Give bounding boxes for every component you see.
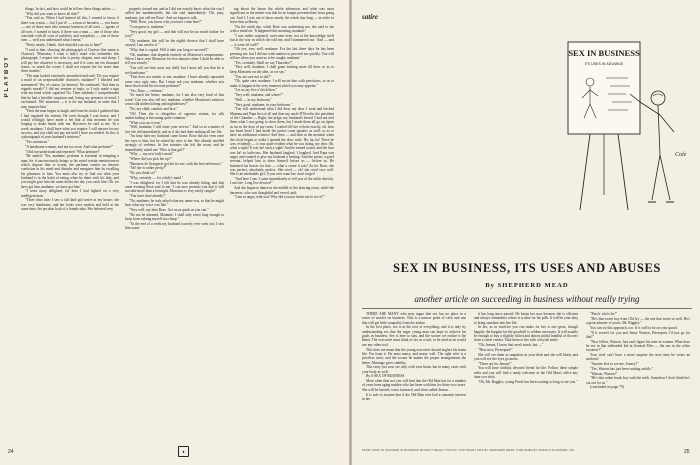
right-col3-paragraph: "Nice fellow, Watson. Just can't figure his taste in women. What does he see in that redheaded kid in General Files — the one in the white sweaters?": [586, 339, 690, 353]
left-col2-paragraph: "Oh! Then she is altogether of superior station, for silk underclothing is becoming quite common.": [125, 111, 224, 120]
right-col3-paragraph: "Anyone else to see me, Jonesy?": [590, 362, 639, 367]
left-col3-paragraph: "I am so angry with you! Why did you not invite me to see it?": [234, 195, 325, 200]
left-col2-paragraph: "Oh, madame, that depends entirely on Monsieur's temperament. When I have seen Monsieur for five minutes alone I shall be able to tell you exactly.": [125, 52, 224, 66]
left-col2-paragraph: "Very well, my dear Rose. Get on as quick as you can.": [129, 207, 209, 212]
sign-subtitle: ITS USES IN ADVANCE: [584, 62, 624, 66]
right-col3-paragraph: Your rival can't have a more surprise the next time he wears an uniform!: [586, 353, 690, 362]
left-col3-paragraph: "Well — in my bedroom.": [234, 97, 272, 102]
left-col3-paragraph: "You will understand what I did then, my dear. I went and fetched Mamma and Papa first of all and then my uncle D'Orvelin, the president of the Chamber — Right, the judge, my husband's friend. I had not told them what I was going to show them, but I made them all go on tiptoe as far as the door of my room. I waited till five o'clock exactly, oh, how my heart beat! I had made the porter come upstairs as well, so as to have an additional witness! And then — and then at the moment when the clock began to strike I opened the door wide. Ha, ha, ha! There he was, evidently — it was quite evident what he was doing, my dear. Oh, what a sight! It was ha! such a sight! And he turned round, and the face was ha! so ludicrous. Her husband laughed. I laughed. And Papa was angry and wanted to give my husband a beating. And the porter, a good servant, helped him to dress himself before us — before us. He buttoned his braces for him — what a scene it was! As for Rose, she was perfect, absolutely perfect. She cried — oh! she cried very well. She is an invaluable girl. If you ever want her, don't forget!: [230, 107, 334, 177]
left-col2-paragraph: "That does not matter to me, madame. I have already separated some very ugly ones. But I must ask you, madame, whether you have discovered his favorite perfume?": [125, 75, 224, 88]
right-column-1: [362, 312, 466, 444]
left-col2-paragraph: properly toward me, and as I did not exactly know what she was I called her mademoiselle, but she said immediately: 'Oh, pray, madame, just call me Rose.' And we began to talk.: [125, 7, 224, 20]
left-col2-paragraph: "At the end of a week my husband scarcely ever went out; I saw him roam-: [125, 221, 224, 231]
cartoon-illustration: [470, 20, 695, 215]
right-col3-paragraph: (concluded on page 79): [590, 385, 624, 390]
left-col3-paragraph: "Very well, madame, and where?": [234, 93, 284, 98]
right-col1-paragraph: In the first place, sex is at the root of everything, and it is only by understanding sex that the eager young man can hope to achieve his goals in business. Sex is here to stay, and the sooner we realize it the better. The executive must think of sex as a tool, to be used as he would use any other tool.: [362, 325, 466, 347]
left-col2-paragraph: "Why, certainly — for a lady's maid.": [129, 175, 184, 180]
left-col2-paragraph: "Do not be alarmed, Madame; I shall only resist long enough to keep from valuing myself too cheap.": [125, 212, 224, 221]
right-col3-paragraph: "He's that sweet boy from Old Ivy — the one that wrote so well. He's a great admirer of yours, Mr. Biggley.": [586, 316, 690, 326]
right-column-2: [474, 312, 578, 444]
sign-board: [568, 42, 640, 210]
left-col3-paragraph: "Yes, certainly. Shall we say Thursday?": [234, 60, 293, 65]
right-col1-paragraph: THERE ARE MANY who may argue that sex has no place in a series of articles on business. This is a narrow point of view and one that will get little sympathy from the author.: [362, 312, 466, 325]
left-col1-paragraph: "I went away delighted, for here I had lighted on a very intelligent man.: [21, 189, 119, 198]
left-col1-paragraph: "Three days later I saw a tall dark girl arrive at my house; she was very handsome, and her looks were modest and bold at the same time, the peculiar look of a female rake. She behaved very: [21, 198, 119, 212]
left-col2-paragraph: "No, madame; he only asked what my name was, so that he might hear what my voice was like.": [125, 198, 224, 208]
right-col2-paragraph: You will have faithful, devoted friend for life. Follow these simple rules and you will find a ready welcome in the Old Man's office any time you wish.: [474, 366, 578, 380]
right-col3-paragraph: "Yes, Watson has just been waiting awhile.": [590, 366, 654, 371]
left-col2-paragraph: "Oh, madame, this will be the eighth divorce that I shall have caused; I am used to it.": [125, 38, 224, 48]
left-col2-paragraph: "Ah! she is rather pretty!": [129, 166, 167, 171]
right-col1-paragraph: It is safe to assume that if the Old Man ever had a romantic interest in her: [362, 392, 466, 401]
left-col1-paragraph: "I said to him, showing the photograph of Clarisse (her name is Clarisse): 'Monsieur, I want a lady's maid who resembles this photograph. I require one who is pretty, elegant, neat and sharp. I will pay her whatever is necessary, and if it costs me ten thousand francs, so much the worse. I shall not require her for more than three months.': [21, 47, 119, 74]
article-byline: By SHEPHERD MEAD: [485, 282, 569, 289]
left-col1-paragraph: "You said so. When I had learned all this, I wanted to know if there was a man — but I put it! — a man of business — you know — one of those men who transact business of all sorts — agents of all sorts. I wanted to know if there was a man — one of those who conclude with all sorts of publicity and complicity — one of those men — well you understand what I mean.": [21, 16, 119, 43]
rabbit-logo-icon: ♦: [178, 446, 189, 457]
left-col3-paragraph: And she began to dance in the middle of the drawing room, while the baroness, who was thoughtful and vexed, said:: [230, 186, 334, 195]
right-col2-paragraph: "These are for Jenson!": [478, 361, 512, 366]
section-label: satire: [362, 13, 378, 21]
left-col2-paragraph: "You will see him soon, my child, but I must tell you that he is not handsome.": [125, 66, 224, 75]
right-col1-paragraph: By A SEX OF BUSINESS: [366, 374, 405, 379]
left-col2-paragraph: "An hour later my husband came home. Rose did not even raise her eyes to him, but he raised his eyes to her. She already smelled strongly of verbena. In five minutes she left the room, and he immediately asked me: 'Who is that girl?': [125, 134, 224, 152]
left-col2-paragraph: "Well, Rose, you know why you have come here?": [129, 20, 203, 25]
right-col1-paragraph: This does not mean that the young executive should neglect his home life. Far from it. He must marry, and marry well. The right wife is a priceless asset, and the sooner he makes the proper arrangements the better. Marriage gives stability.: [362, 347, 466, 365]
left-col2-paragraph: "Why, that is capital. Will it take you long to succeed?": [129, 48, 209, 53]
left-col2-paragraph: "Baroness de Grangerie got her for me, with the best references.": [129, 161, 223, 166]
right-col2-paragraph: it has long since passed. He keeps her now because she is efficient and always remembers where it is time for his pills. It will be your duty to bring sunshine into her life.: [474, 312, 578, 325]
left-col3-paragraph: "Very well, madame, I shall grant nothing more till then, so as to keep Monsieur on the alert, as we say.": [230, 65, 334, 74]
right-col3-paragraph: "Finch, who's he?": [590, 312, 618, 316]
right-col1-paragraph: This story you now see only with your brain, but in many cases with your body as well.: [362, 365, 466, 374]
left-col1-paragraph: "I did not understand and repeated: 'What perfume?': [25, 149, 100, 154]
right-col2-paragraph: "How nice, Pierrepont!": [478, 347, 513, 352]
right-col2-paragraph: In her, as in sacrifice you can make for her is one great, though happily the bargain for the goodwill is seldom necessary. It will usually be enough to buy a slightly wilted and almost pitiful handful of flowers from a street vendor. Take them to her with a boyish smile.: [474, 325, 578, 343]
left-col1-paragraph: "Pretty nearly, I think. And what did you say to him?": [25, 42, 103, 47]
left-col2-paragraph: "Why — my new lady's maid.": [129, 152, 174, 157]
right-col3-paragraph: "He's that rather brash boy with the teeth. Somehow I don't think he's cut out for us.": [586, 376, 690, 385]
cartoon-signature: Cole: [675, 152, 687, 158]
left-col1-paragraph: "Why did you want to know all that?": [25, 11, 80, 16]
left-col2-paragraph: "So much the better, madame, for I am also very fond of that scent! Can you also tell me, madame, whether Monsieur's mistress wears silk underclothing and nightdresses?": [125, 93, 224, 107]
article-dek: another article on succeeding in business without really trying: [414, 294, 640, 304]
left-column-2: [125, 7, 224, 440]
left-col3-paragraph: "Oh, quite sure, madame. I will excite him with precisions, so as to make it happen at the very moment which you may appoint.": [230, 79, 334, 88]
column-rule: [362, 308, 692, 309]
right-column-3: [586, 312, 690, 444]
article-headline: SEX IN BUSINESS, ITS USES AND ABUSES: [393, 261, 661, 275]
left-col2-paragraph: "Do you think so?": [129, 171, 157, 176]
left-col3-paragraph: "You are sure not to fail?": [234, 74, 272, 79]
right-col2-paragraph: "Oh, Jensen, I know that aren't much, but —": [478, 343, 544, 348]
left-column-1: [21, 7, 119, 440]
vertical-masthead: PLAYBOY: [4, 55, 10, 98]
left-col2-paragraph: "Very good, my girl — and that will not be too much bother for you?": [125, 29, 224, 39]
left-col2-paragraph: "Yes, Rose — verbena.": [129, 88, 164, 93]
left-col3-paragraph: "Very good, madame, in your bedroom.": [234, 102, 293, 107]
left-col2-paragraph: "You have tried already?": [129, 194, 166, 199]
left-col1-paragraph: "Yes, monsieur.": [25, 140, 50, 145]
left-col3-paragraph: "On the ninth day, while Rose was undressing me, she said to me with a timid air: 'It happened this morning, madame.': [230, 24, 334, 34]
right-page-number: 25: [684, 449, 690, 455]
left-col2-paragraph: "What you say is true.": [129, 120, 163, 125]
left-col2-paragraph: "Where did you pick her up?": [129, 156, 172, 161]
sign-title: SEX IN BUSINESS: [568, 48, 640, 58]
left-col3-paragraph: ing about the house the whole afternoon, and what was most significant in the matter was that he no longer prevented me from going out. And I, I was out of doors nearly the whole day long — in order to leave him at liberty.: [230, 7, 334, 25]
left-col2-paragraph: "I was delighted, for I felt that he was already biting, and that same evening Rose said to me: 'I can now promise you that it will not take more than a fortnight. Monsieur is very easily caught!': [125, 180, 224, 194]
left-col1-paragraph: "A handsome woman, and not too stout. And what perfume?": [25, 144, 114, 149]
left-col3-paragraph: "Oh yes, very well, madame. For the last three days he has been pressing me, but I did not wish matters to proceed too quickly. You will tell me when you want us to be caught, madame.': [230, 47, 334, 60]
right-col2-paragraph: She will see them as snapshots at your desk and she will blush, and you will see her eyes go moist.: [474, 352, 578, 361]
right-col2-paragraph: "Oh, Mr. Ruggles, young Finch has been waiting so long to see you.": [478, 379, 578, 384]
left-col2-paragraph: "I can guess it, madame.": [129, 25, 166, 30]
left-col2-paragraph: "Well, madame, I will enter your service." And so as a matter of fact she did immediately, and as if she had done nothing all her life.: [125, 125, 224, 134]
right-col3-paragraph: You can try this approach, too. It is well to be on your guard.: [590, 325, 678, 330]
copyright-credit: FROM "HOW TO SUCCEED IN BUSINESS WITHOUT REALLY TRYING" COPYRIGHT 1952 BY SHEPHERD MEAD. PUBLISHED BY SIMON & SCHUSTER, INC.: [362, 449, 576, 452]
right-col3-paragraph: "Watson, Watson!": [590, 371, 618, 376]
right-col1-paragraph: More often than not you will find that the Old Man has for a number of years been aging maiden who has been with him for thirty-two years. She will be harried, worn, harassed, and often called Jenson.: [362, 379, 466, 392]
left-col3-paragraph: "Let us say five o'clock then.": [234, 88, 278, 93]
left-page-number: 24: [8, 449, 14, 455]
right-col3-paragraph: "If it weren't for you and Jenny Watson, Pierrepont, I'd just go for that!": [586, 330, 690, 339]
left-column-3: [230, 7, 334, 440]
left-col2-paragraph: "No, my child, cambric and lace.": [129, 106, 178, 111]
gutter: [349, 0, 352, 465]
left-col3-paragraph: "I was rather surprised, overcome even, not at the knowledge itself but at the way in which she told me, and I stammered out: 'And — and — it went off well?': [230, 33, 334, 47]
left-col1-paragraph: "The man looked extremely astonished and said: 'Do you require a maid of an irreproachable character, madame?' I blushed and stammered: 'Yes, of course, for honesty.' He continued: 'And then as regards morals?' I did not venture to reply, so I only made a sign with my head which signified No. Then suddenly I comprehended that he had a horrible suspicion and, losing my presence of mind, I exclaimed: 'Oh! monsieur — it is for my husband, in order that I may surprise him.': [21, 74, 119, 109]
left-col1-paragraph: "Then the man began to laugh, and from his looks I gathered that I had regained his esteem. He even thought I was brave, and I would willingly have made a bet that at that moment he was longing to shake hands with me. However, he said to me: 'In a week, madame, I shall have what you require; I will answer for my success, and you shall not pay me until I have succeeded. So this is a photograph of your husband's mistress?': [21, 109, 119, 140]
left-col1-paragraph: "He smiled: 'Yes, madame, perfume is essential in tempting a man; for it unconsciously brings to his mind certain reminiscences which dispose him to action; the perfume creates an obscure confusion in his mind and disturbs and energizes him by recalling his pleasures to him. You must also try to find out what your husband is in the habit of eating when he dines with his lady, and you might give him the same dishes the day you catch him. Oh, we have got him, madame, we have got him.': [21, 154, 119, 189]
left-col1-paragraph: things. In fact, and how could he tell me these things unless —: [25, 7, 116, 11]
left-col3-paragraph: "And here I am. I came immediately to tell you of the affair directly. I am free. Long live divorce!": [230, 177, 334, 186]
